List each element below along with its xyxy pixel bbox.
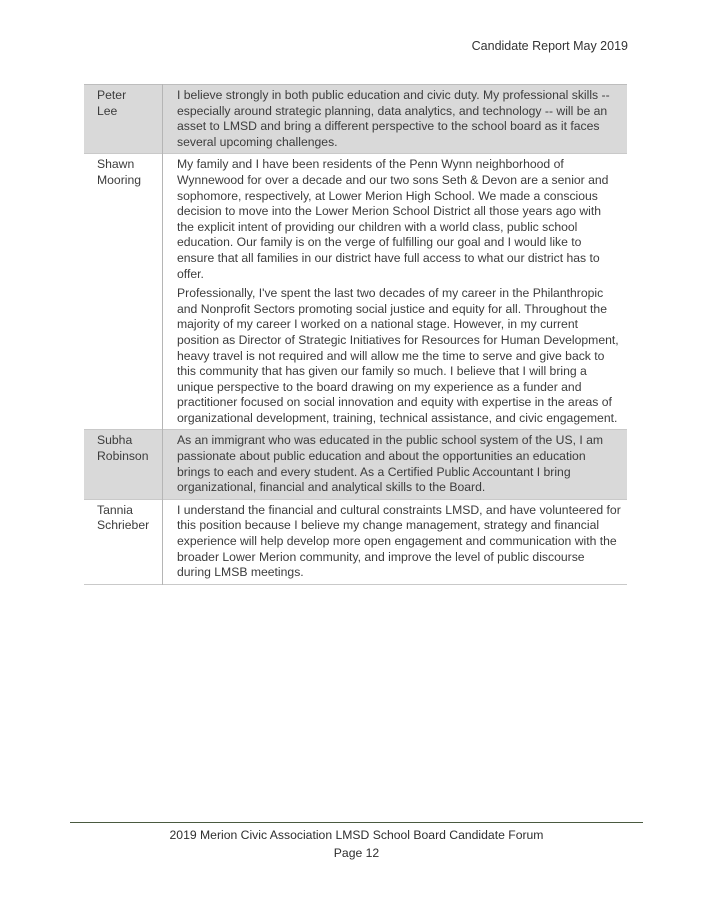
- table-row: [84, 154, 627, 430]
- candidate-statement-cell: [163, 85, 628, 154]
- candidate-name-cell: [84, 154, 163, 430]
- statement-paragraph: I understand the financial and cultural constraints LMSD, and have volunteered for this position because I believe my change management, strategy and financial experience will help develop more open engagement and communication with the broader Lower Merion community, and improve the level of public discourse during LMSB meetings.: [177, 502, 621, 580]
- statement-paragraph: I believe strongly in both public education and civic duty. My professional skills -- especially around strategic planning, data analytics, and technology -- will be an asset to LMSD and bring a different perspective to the school board as it faces several upcoming challenges.: [177, 88, 610, 149]
- candidate-name-cell: [84, 430, 163, 499]
- candidate-first-name: Subha: [97, 433, 133, 448]
- table-row: [84, 499, 627, 584]
- candidate-last-name: Robinson: [97, 449, 149, 464]
- statement-paragraph: Professionally, I've spent the last two decades of my career in the Philanthropic and Nonprofit Sectors promoting social justice and equity for all. Throughout the majority of my career I worked on a national stage. However, in my current position as Director of Strategic Initiatives for Resources for Human Development, heavy travel is not required and will allow me the time to serve and give back to this community that has given our family so much. I believe that I will bring a unique perspective to the board drawing on my experience as a funder and practitioner focused on social innovation and equity with expertise in the areas of organizational development, training, technical assistance, and civic engagement.: [177, 286, 619, 425]
- candidate-first-name: Shawn: [97, 157, 135, 172]
- page-header-title: Candidate Report May 2019: [471, 39, 628, 53]
- statement-paragraph: As an immigrant who was educated in the public school system of the US, I am passionate about public education and about the opportunities an education brings to each and every student. As a Certified Public Accountant I bring organizational, financial and analytical skills to the Board.: [177, 433, 604, 495]
- candidate-first-name: Tannia: [97, 502, 133, 517]
- candidate-statement-cell: [163, 154, 628, 430]
- statement-paragraph: My family and I have been residents of the Penn Wynn neighborhood of Wynnewood for over a decade and our two sons Seth & Devon are a senior and sophomore, respectively, at Lower Merion High School. We made a conscious decision to move into the Lower Merion School District all those years ago with the explicit intent of providing our children with a world class, public school education. Our family is on the verge of fulfilling our goal and I would like to ensure that all families in our district have full access to what our district has to offer.: [177, 157, 609, 281]
- candidate-name-cell: [84, 499, 163, 584]
- candidate-last-name: Lee: [97, 103, 118, 118]
- footer-title: 2019 Merion Civic Association LMSD School Board Candidate Forum: [169, 828, 544, 842]
- footer-divider: [70, 822, 643, 823]
- candidate-name-cell: [84, 85, 163, 154]
- table-row: [84, 85, 627, 154]
- page-number: Page 12: [333, 846, 380, 860]
- candidate-statement-cell: [163, 430, 628, 499]
- candidate-first-name: Peter: [97, 88, 127, 102]
- candidate-last-name: Mooring: [97, 172, 142, 187]
- candidate-statement-cell: [163, 499, 628, 584]
- candidate-table: [84, 84, 627, 585]
- table-row: [84, 430, 627, 499]
- candidate-last-name: Schrieber: [97, 518, 150, 533]
